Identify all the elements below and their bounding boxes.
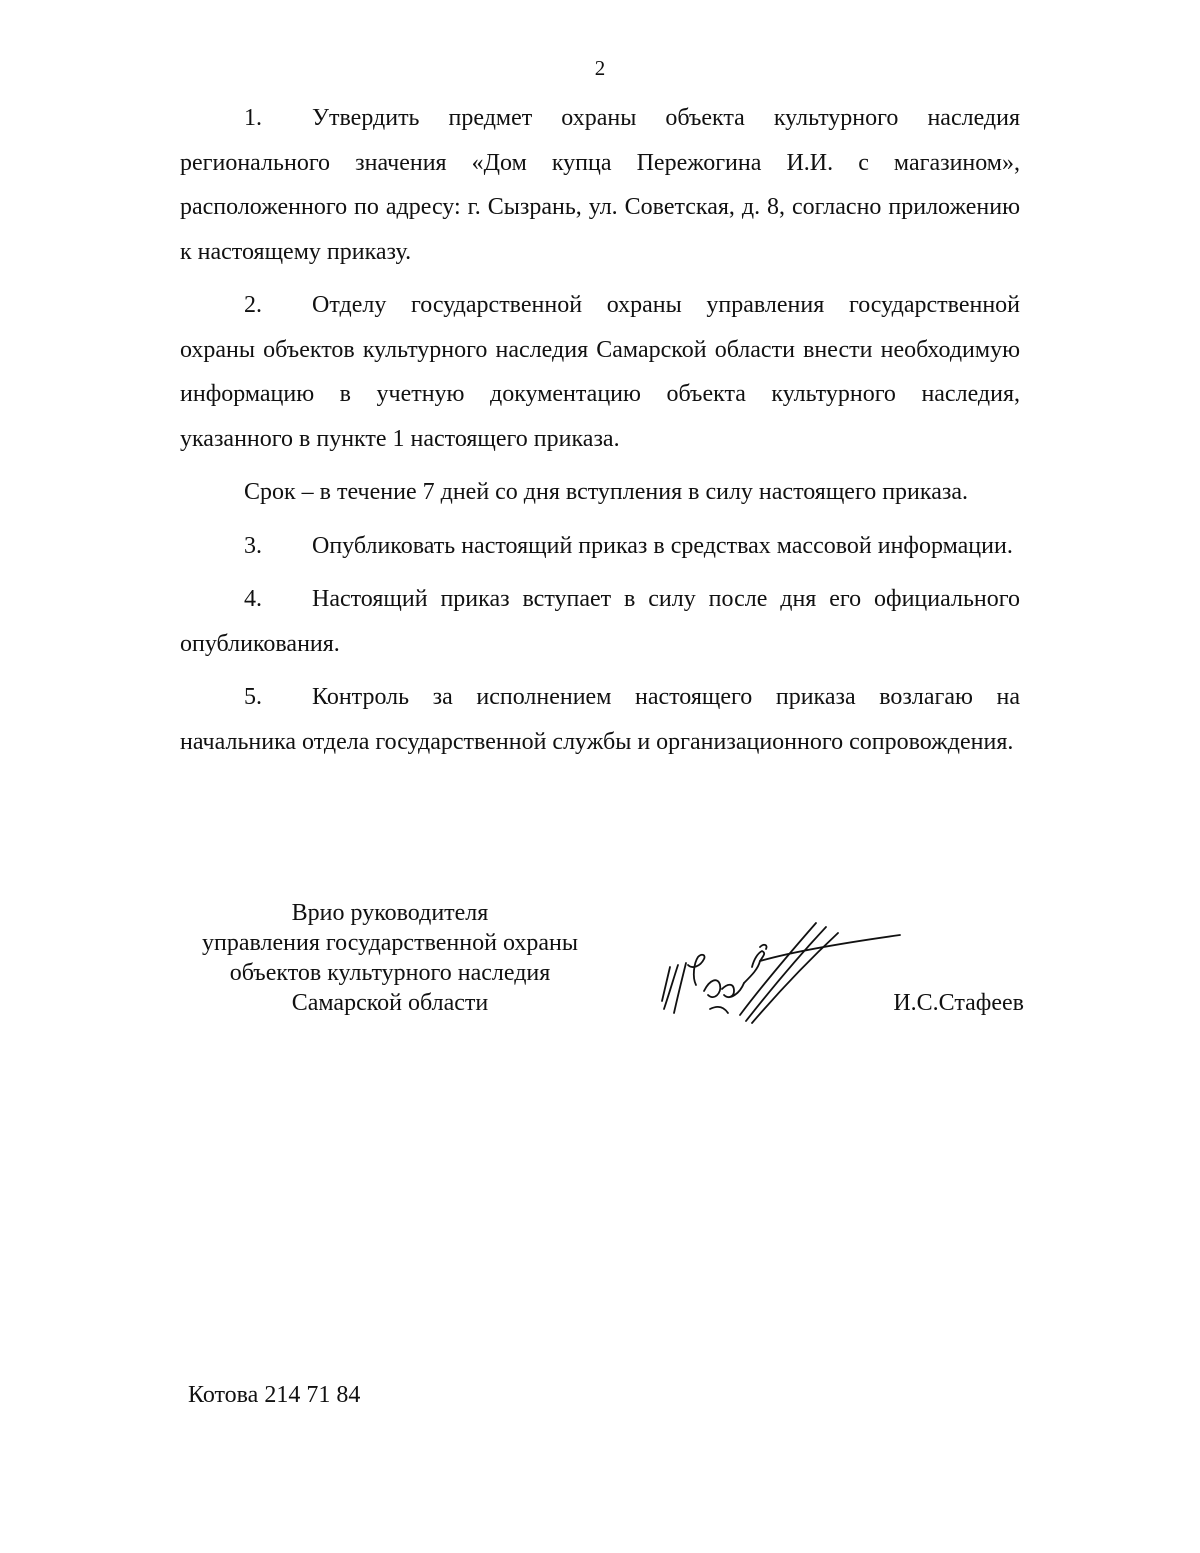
order-item-number: 5.: [244, 684, 262, 710]
order-item-text: Отделу государственной охраны управления государственной охраны объектов культурного наследия Самарской области внести необходимую информацию в учетную документацию объекта культурного наследия, указанного в пункте 1 настоящего приказа.: [180, 292, 1020, 452]
signatory-title: [180, 898, 600, 1018]
signatory-name: И.С.Стафеев: [893, 990, 1024, 1016]
order-item-text: Настоящий приказ вступает в силу после дня его официального опубликования.: [180, 586, 1020, 657]
order-item-2: [180, 283, 1020, 461]
order-item-number: 3.: [244, 532, 262, 559]
signatory-title-line: Самарской области: [291, 990, 489, 1016]
order-item-number: 1.: [244, 105, 262, 131]
order-item-text: Опубликовать настоящий приказ в средствах массовой информации.: [312, 532, 1013, 559]
order-item-1: [180, 96, 1020, 274]
signatory-title-line: Врио руководителя: [291, 900, 489, 926]
order-body: [180, 96, 1020, 764]
order-item-4: [180, 577, 1020, 666]
order-item-5: [180, 675, 1020, 764]
deadline-note: Срок – в течение 7 дней со дня вступления в силу настоящего приказа.: [244, 479, 968, 505]
executor-contact: Котова 214 71 84: [188, 1382, 361, 1408]
page-number: 2: [594, 56, 606, 80]
signatory-title-line: объектов культурного наследия: [229, 960, 551, 986]
order-item-text: Утвердить предмет охраны объекта культурного наследия регионального значения «Дом купца Пережогина И.И. с магазином», расположенного по адресу: г. Сызрань, ул. Советская, д. 8, согласно приложению к настоящему приказу.: [180, 105, 1020, 265]
signatory-title-line: управления государственной охраны: [202, 930, 578, 956]
order-item-number: 2.: [244, 292, 262, 318]
order-item-text: Контроль за исполнением настоящего приказа возлагаю на начальника отдела государственной службы и организационного сопровождения.: [180, 684, 1020, 755]
order-item-3: [180, 524, 1020, 569]
order-item-number: 4.: [244, 586, 262, 612]
